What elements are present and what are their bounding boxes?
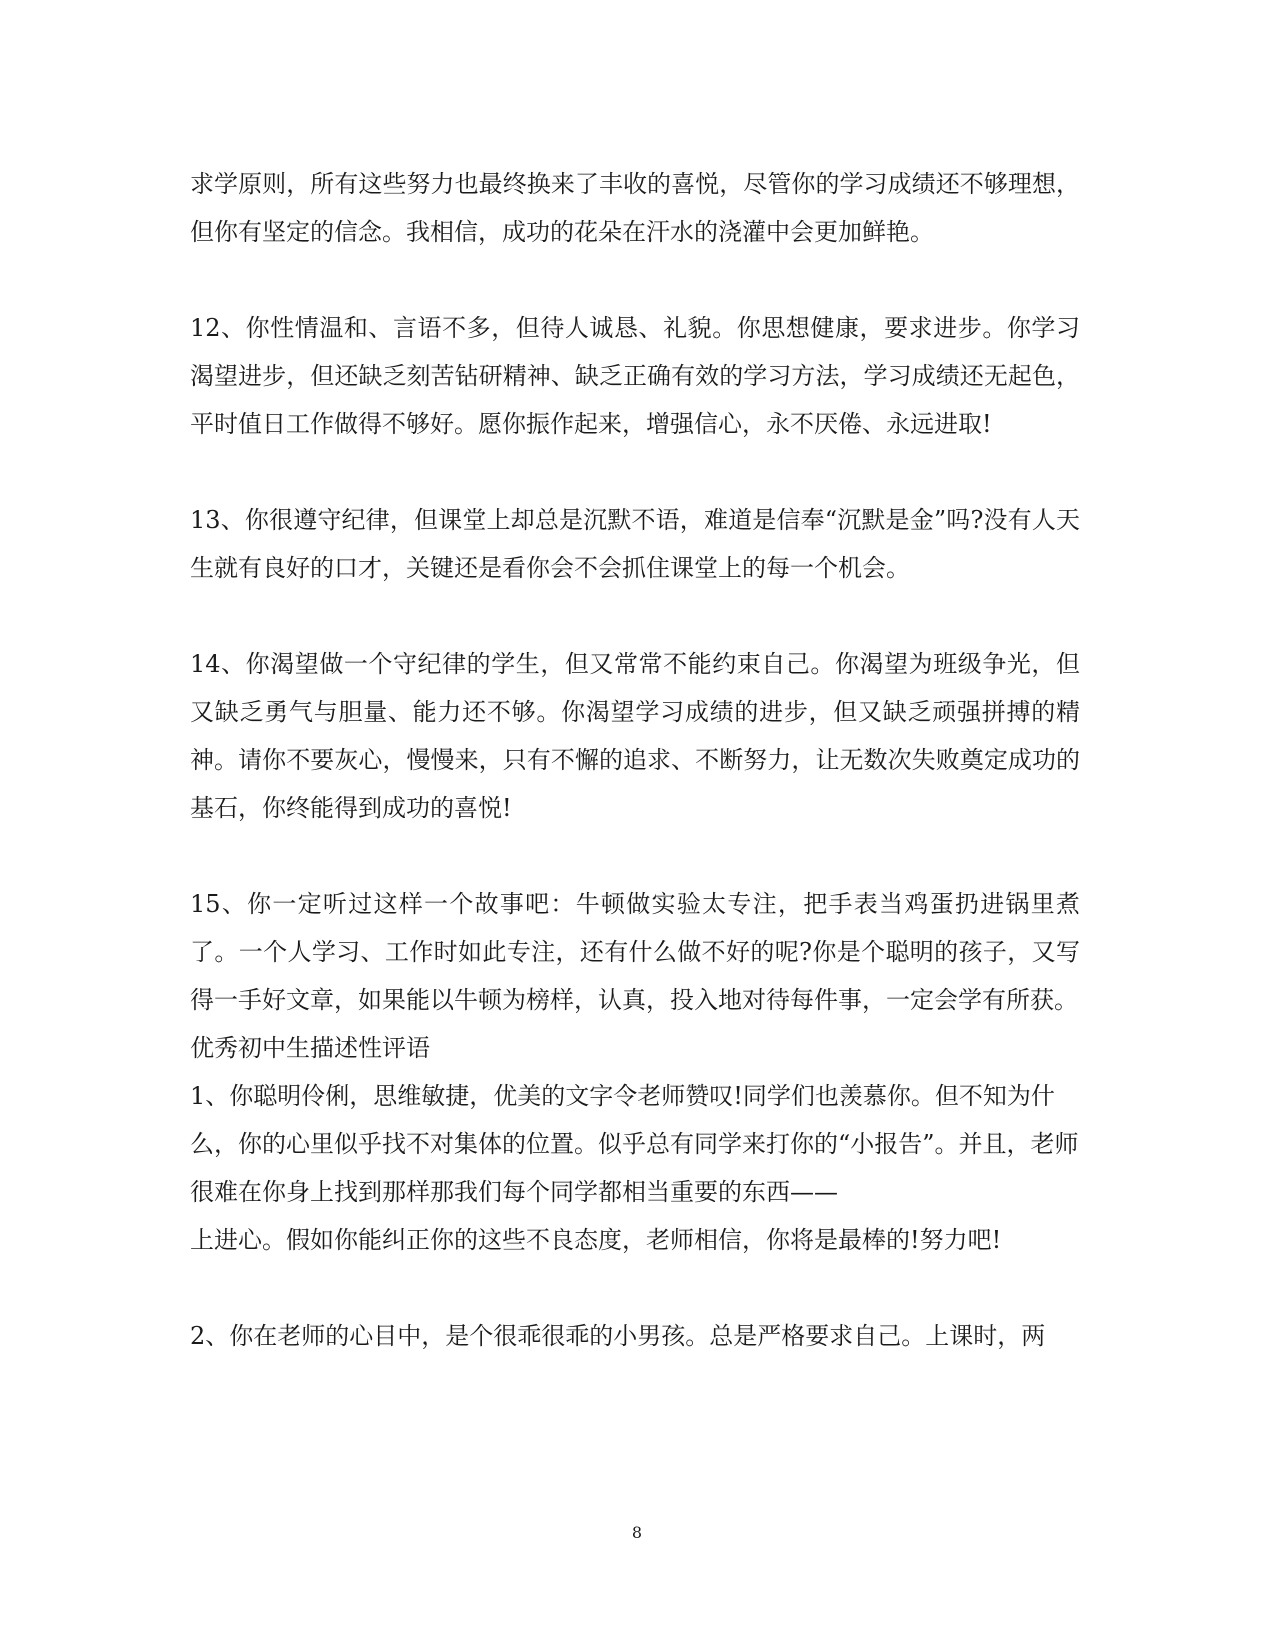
paragraph-continuation: 求学原则，所有这些努力也最终换来了丰收的喜悦，尽管你的学习成绩还不够理想，但你有坚定的信念。我相信，成功的花朵在汗水的浇灌中会更加鲜艳。: [190, 170, 1080, 246]
paragraph-section-comment-2: 2、你在老师的心目中，是个很乖很乖的小男孩。总是严格要求自己。上课时，两: [190, 1322, 1046, 1350]
section-heading: 优秀初中生描述性评语: [190, 1034, 430, 1062]
paragraph-section-comment-1: 1、你聪明伶俐，思维敏捷，优美的文字令老师赞叹!同学们也羡慕你。但不知为什么，你的心里似乎找不对集体的位置。似乎总有同学来打你的“小报告”。并且，老师很难在你身上找到那样那我们每个同学都相当重要的东西——: [190, 1082, 1079, 1206]
page-number: 8: [631, 1523, 643, 1542]
paragraph-comment-13: 13、你很遵守纪律，但课堂上却总是沉默不语，难道是信奉“沉默是金”吗?没有人天生就有良好的口才，关键还是看你会不会抓住课堂上的每一个机会。: [190, 506, 1080, 582]
document-body: [190, 160, 1080, 1360]
paragraph-section-comment-1-continued: 上进心。假如你能纠正你的这些不良态度，老师相信，你将是最棒的!努力吧!: [190, 1226, 1002, 1254]
paragraph-comment-15: 15、你一定听过这样一个故事吧：牛顿做实验太专注，把手表当鸡蛋扔进锅里煮了。一个人学习、工作时如此专注，还有什么做不好的呢?你是个聪明的孩子，又写得一手好文章，如果能以牛顿为榜样，认真，投入地对待每件事，一定会学有所获。: [190, 890, 1080, 1014]
paragraph-comment-12: 12、你性情温和、言语不多，但待人诚恳、礼貌。你思想健康，要求进步。你学习渴望进步，但还缺乏刻苦钻研精神、缺乏正确有效的学习方法，学习成绩还无起色，平时值日工作做得不够好。愿你振作起来，增强信心，永不厌倦、永远进取!: [190, 314, 1080, 438]
paragraph-comment-14: 14、你渴望做一个守纪律的学生，但又常常不能约束自己。你渴望为班级争光，但又缺乏勇气与胆量、能力还不够。你渴望学习成绩的进步，但又缺乏顽强拼搏的精神。请你不要灰心，慢慢来，只有不懈的追求、不断努力，让无数次失败奠定成功的基石，你终能得到成功的喜悦!: [190, 650, 1080, 822]
